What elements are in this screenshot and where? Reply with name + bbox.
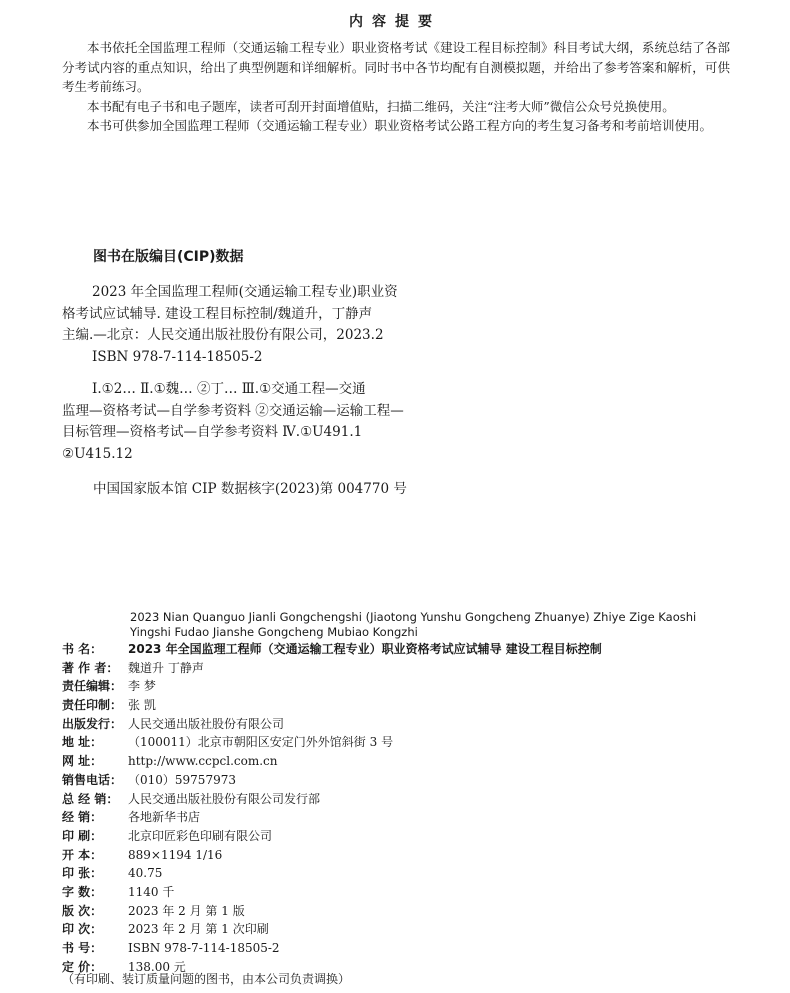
info-value: 北京印匠彩色印刷有限公司 bbox=[128, 828, 273, 843]
info-row-title bbox=[62, 640, 602, 659]
info-label: 书 号： bbox=[62, 941, 103, 955]
info-label: 地 址： bbox=[62, 735, 103, 750]
info-row-edition bbox=[62, 902, 602, 921]
cip-record-line: 主编.—北京：人民交通出版社股份有限公司，2023.2 bbox=[62, 327, 384, 343]
info-value: 889×1194 1/16 bbox=[128, 847, 223, 862]
info-row-editor bbox=[62, 677, 602, 696]
info-row-print-supervisor bbox=[62, 696, 602, 715]
info-value: http://www.ccpcl.com.cn bbox=[128, 754, 278, 769]
info-label: 印 刷： bbox=[62, 828, 103, 843]
summary-paragraph: 本书配有电子书和电子题库，读者可刮开封面增值贴，扫描二维码，关注“注考大师”微信公众号兑换使用。 bbox=[87, 98, 675, 114]
cip-subject-line: ②U415.12 bbox=[62, 445, 133, 462]
info-label: 定 价： bbox=[62, 959, 103, 974]
cip-subject-line: Ⅰ.①2… Ⅱ.①魏… ②丁… Ⅲ.①交通工程—交通 bbox=[92, 381, 366, 397]
info-value: 2023 年 2 月 第 1 次印刷 bbox=[128, 922, 269, 937]
cip-record-line: 格考试应试辅导. 建设工程目标控制/魏道升，丁静声 bbox=[62, 305, 373, 322]
info-row-printing bbox=[62, 920, 602, 939]
info-label: 出版发行： bbox=[62, 716, 123, 731]
info-label: 责任编辑： bbox=[62, 679, 123, 694]
cip-subject-line: 监理—资格考试—自学参考资料 ②交通运输—运输工程— bbox=[62, 402, 404, 419]
cip-subject-line: 目标管理—资格考试—自学参考资料 Ⅳ.①U491.1 bbox=[62, 424, 363, 440]
info-label: 责任印制： bbox=[62, 698, 123, 713]
cip-record-line: 2023 年全国监理工程师(交通运输工程专业)职业资 bbox=[92, 284, 398, 300]
summary-title: 内容提要 bbox=[349, 14, 441, 30]
info-row-word-count bbox=[62, 883, 602, 902]
info-row-website bbox=[62, 752, 602, 771]
info-value: 2023 年 2 月 第 1 版 bbox=[128, 903, 245, 918]
info-row-printer bbox=[62, 827, 602, 846]
summary-section bbox=[62, 38, 730, 136]
info-value: 张 凯 bbox=[128, 698, 156, 713]
info-label: 开 本： bbox=[62, 847, 103, 862]
pinyin-title: 2023 Nian Quanguo Jianli Gongchengshi (Jiaotong Yunshu Gongcheng Zhuanye) Zhiye Zige Kaoshi Yingshi Fudao Jianshe Gongcheng Mubiao Kongzhi bbox=[130, 610, 697, 639]
info-label: 印 张： bbox=[62, 866, 103, 881]
info-value: （100011）北京市朝阳区安定门外外馆斜街 3 号 bbox=[128, 735, 394, 750]
cip-record bbox=[62, 282, 462, 465]
info-row-format bbox=[62, 846, 602, 865]
info-value: 人民交通出版社股份有限公司 bbox=[128, 716, 285, 731]
info-label: 销售电话： bbox=[62, 772, 123, 787]
info-value: （010）59757973 bbox=[128, 772, 236, 787]
info-label: 经 销： bbox=[62, 810, 103, 825]
quality-notice: （有印刷、装订质量问题的图书，由本公司负责调换） bbox=[62, 972, 351, 986]
info-row-address bbox=[62, 733, 602, 752]
info-value: 各地新华书店 bbox=[128, 810, 201, 825]
publication-info bbox=[62, 640, 602, 976]
cip-heading: 图书在版编目(CIP)数据 bbox=[93, 249, 244, 265]
info-value: 1140 千 bbox=[128, 884, 175, 899]
info-label: 书 名： bbox=[62, 642, 103, 656]
info-value: 魏道升 丁静声 bbox=[128, 660, 204, 675]
info-value: 2023 年全国监理工程师（交通运输工程专业）职业资格考试应试辅导 建设工程目标控制 bbox=[128, 642, 602, 656]
info-label: 网 址： bbox=[62, 754, 103, 769]
info-value: 138.00 元 bbox=[128, 959, 186, 974]
info-label: 版 次： bbox=[62, 903, 103, 918]
summary-paragraph: 本书可供参加全国监理工程师（交通运输工程专业）职业资格考试公路工程方向的考生复习备考和考前培训使用。 bbox=[87, 118, 713, 133]
info-label: 印 次： bbox=[62, 922, 103, 937]
cip-footer: 中国国家版本馆 CIP 数据核字(2023)第 004770 号 bbox=[93, 481, 407, 497]
info-row-phone bbox=[62, 771, 602, 790]
info-row-isbn bbox=[62, 939, 602, 958]
info-row-distributor bbox=[62, 790, 602, 809]
info-label: 著 作 者： bbox=[62, 660, 119, 675]
info-label: 字 数： bbox=[62, 884, 103, 899]
info-row-publisher bbox=[62, 715, 602, 734]
info-value: 人民交通出版社股份有限公司发行部 bbox=[128, 791, 321, 806]
summary-paragraph: 本书依托全国监理工程师（交通运输工程专业）职业资格考试《建设工程目标控制》科目考试大纲，系统总结了各部分考试内容的重点知识，给出了典型例题和详细解析。同时书中各节均配有自测模拟题，并给出了参考答案和解析，可供考生考前练习。 bbox=[62, 40, 730, 94]
cip-isbn: ISBN 978-7-114-18505-2 bbox=[92, 348, 263, 365]
info-value: 40.75 bbox=[128, 866, 163, 881]
info-label: 总 经 销： bbox=[62, 791, 119, 806]
info-value: 李 梦 bbox=[128, 679, 156, 694]
info-row-dealer bbox=[62, 808, 602, 827]
info-row-authors bbox=[62, 659, 602, 678]
info-value: ISBN 978-7-114-18505-2 bbox=[128, 941, 280, 955]
info-row-sheets bbox=[62, 864, 602, 883]
